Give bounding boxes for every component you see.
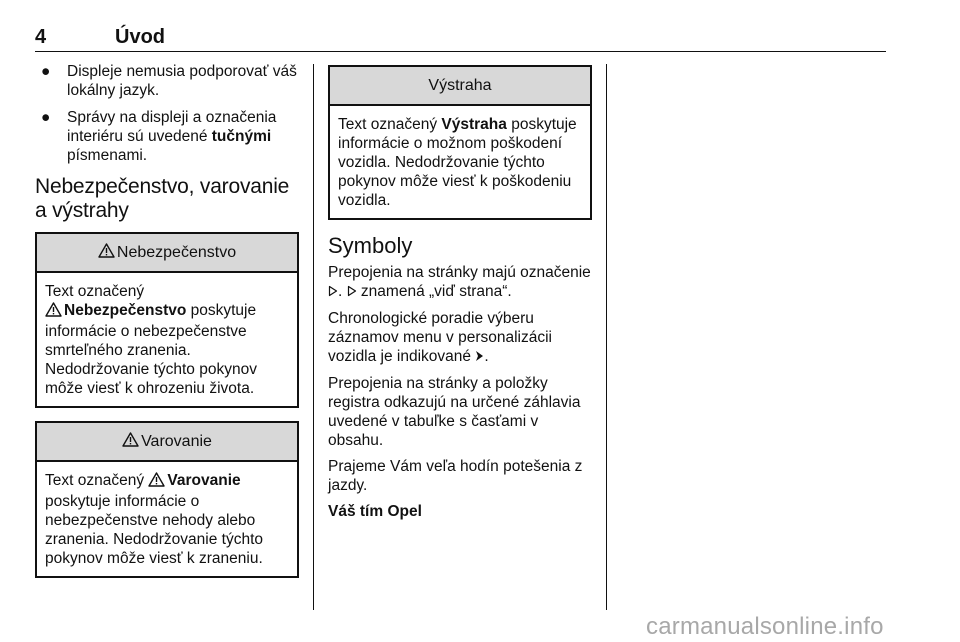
column-divider-right [606,64,607,610]
warning-triangle-icon [45,302,62,322]
bullet-list [35,62,299,165]
list-item: ● Správy na displeji a označenia interiéru sú uvedené tučnými písmenami. [41,109,277,164]
paragraph-register-links: Prepojenia na stránky a položky registra odkazujú na určené záhlavia uvedené v tabuľke s časťami v obsahu. [328,375,581,449]
section-heading: Nebezpečenstvo, varovanie a výstrahy [35,175,290,222]
symbols-heading: Symboly [328,233,413,258]
caution-box-title: Výstraha [428,76,492,94]
warning-box-header [37,423,297,462]
list-item: ● Displeje nemusia podporovať váš lokálny jazyk. [41,63,297,99]
danger-box [35,232,299,408]
paragraph-menu-order: Chronologické poradie výberu záznamov menu v personalizácii vozidla je indikované . [328,310,552,365]
danger-box-text: Text označený Nebezpečenstvo poskytuje informácie o nebezpečenstve smrteľného zranenia. Nedodržovanie týchto pokynov môže viesť k ohrozeniu života. [45,283,257,397]
page-number: 4 [35,26,47,48]
signature: Váš tím Opel [328,503,422,520]
paragraph-greeting: Prajeme Vám veľa hodín potešenia z jazdy. [328,458,583,494]
menu-sequence-arrow-icon [475,348,484,367]
page-header [35,26,886,52]
left-column [35,62,299,591]
warning-triangle-icon [122,432,139,452]
warning-box-text: Text označený Varovanie poskytuje informácie o nebezpečenstve nehody alebo zranenia. Nedodržovanie týchto pokynov môže viesť k zraneniu. [45,472,263,567]
page-reference-arrow-icon [347,283,357,302]
warning-triangle-icon [98,243,115,263]
chapter-title: Úvod [115,26,165,48]
caution-box-text: Text označený Výstraha poskytuje informácie o možnom poškodení vozidla. Nedodržovanie týchto pokynov môže viesť k poškodeniu vozidla. [338,116,577,209]
watermark: carmanualsonline.info [646,613,884,640]
middle-column [328,62,592,528]
danger-box-header [37,234,297,273]
header-divider [35,51,886,52]
page-reference-arrow-icon [328,283,338,302]
danger-box-title: Nebezpečenstvo [116,243,237,261]
warning-box-title: Varovanie [141,432,212,450]
caution-box [328,65,592,220]
bullet-icon: ● [41,109,51,126]
warning-box [35,421,299,578]
column-divider-left [313,64,314,610]
bullet-icon: ● [41,63,51,80]
caution-box-header [330,67,590,106]
warning-triangle-icon [148,472,165,492]
paragraph-page-links: Prepojenia na stránky majú označenie . znamená „viď strana“. [328,264,591,300]
